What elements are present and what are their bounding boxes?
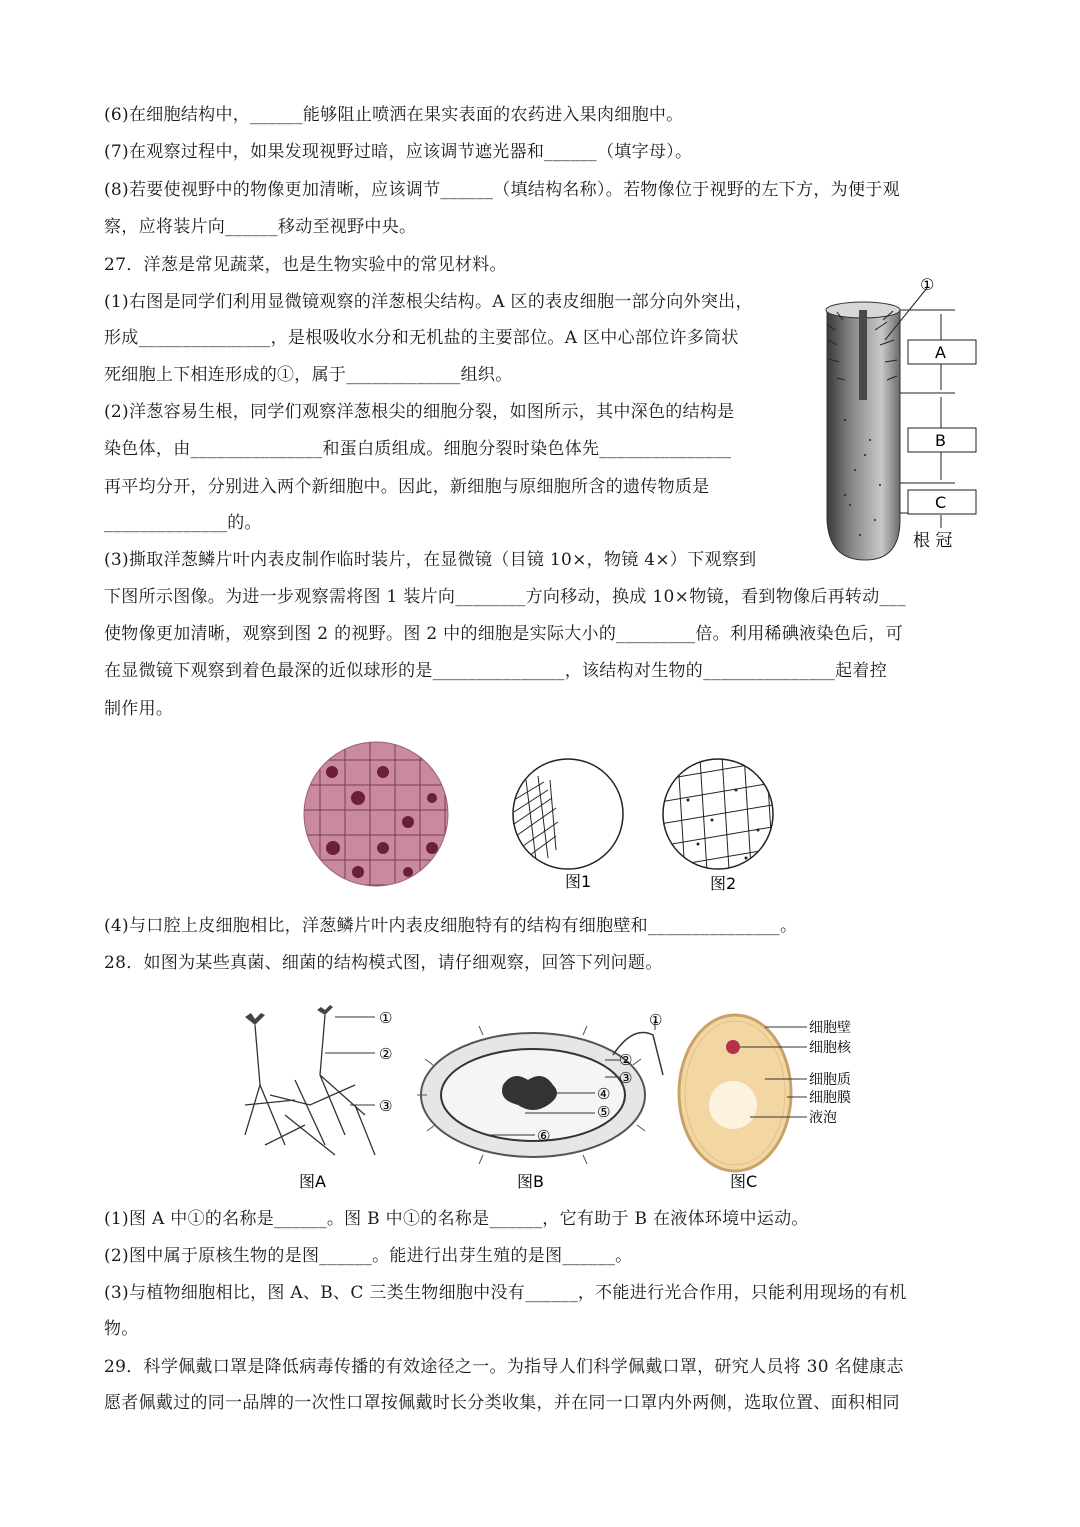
- yeast-cell: [679, 1015, 791, 1171]
- microscope-images-figure: [300, 740, 780, 900]
- question-29-line2: 愿者佩戴过的同一品牌的一次性口罩按佩戴时长分类收集，并在同一口罩内外两侧，选取位置、面积相同: [104, 1393, 900, 1413]
- question-27-2-line4: ______________的。: [104, 513, 262, 533]
- label-1: ①: [920, 275, 935, 294]
- yeast-nucleus: [726, 1040, 740, 1054]
- root-cap-label: 根 冠: [913, 531, 953, 551]
- c-label-membrane: 细胞膜: [809, 1090, 851, 1106]
- caption-fig-b: 图B: [517, 1172, 544, 1191]
- question-27-2-line2: 染色体，由_______________和蛋白质组成。细胞分裂时染色体先_______________: [104, 439, 732, 459]
- question-27-3-line4: 在显微镜下观察到着色最深的近似球形的是_______________，该结构对生物的_______________起着控: [104, 661, 887, 681]
- question-27-2-line1: (2)洋葱容易生根，同学们观察洋葱根尖的细胞分裂，如图所示，其中深色的结构是: [104, 402, 735, 422]
- zone-a-label: A: [935, 343, 946, 362]
- zone-b-label: B: [935, 431, 946, 450]
- question-28-3-line2: 物。: [104, 1319, 139, 1339]
- c-label-nucleus: 细胞核: [809, 1040, 851, 1056]
- question-28-2: (2)图中属于原核生物的是图______。能进行出芽生殖的是图______。: [104, 1246, 633, 1266]
- question-26-8-line1: (8)若要使视野中的物像更加清晰，应该调节______（填结构名称）。若物像位于视野的左下方，为便于观: [104, 180, 900, 200]
- question-27-1-line2: 形成_______________，是根吸收水分和无机盐的主要部位。A 区中心部位许多筒状: [104, 328, 739, 348]
- b-label-2: ②: [619, 1051, 633, 1069]
- question-27-4: (4)与口腔上皮细胞相比，洋葱鳞片叶内表皮细胞特有的结构有细胞壁和_______________。: [104, 916, 798, 936]
- question-29-line1: 29．科学佩戴口罩是降低病毒传播的有效途径之一。为指导人们科学佩戴口罩，研究人员将 30 名健康志: [104, 1357, 904, 1377]
- vessel-core: [859, 310, 867, 400]
- caption-fig2: 图2: [710, 874, 737, 893]
- question-26-6: (6)在细胞结构中，______能够阻止喷洒在果实表面的农药进入果肉细胞中。: [104, 105, 684, 125]
- question-27-3-line1: (3)撕取洋葱鳞片叶内表皮制作临时装片，在显微镜（目镜 10×，物镜 4×）下观察到: [104, 550, 757, 570]
- question-27-2-line3: 再平均分开，分别进入两个新细胞中。因此，新细胞与原细胞所含的遗传物质是: [104, 477, 710, 497]
- c-label-cell-wall: 细胞壁: [809, 1020, 851, 1036]
- question-27-1-line3: 死细胞上下相连形成的①，属于_____________组织。: [104, 365, 513, 385]
- c-label-cytoplasm: 细胞质: [809, 1072, 851, 1088]
- question-27-1-line1: (1)右图是同学们利用显微镜观察的洋葱根尖结构。A 区的表皮细胞一部分向外突出，: [104, 292, 753, 312]
- question-26-8-line2: 察，应将装片向______移动至视野中央。: [104, 217, 417, 237]
- b-label-6: ⑥: [537, 1127, 551, 1145]
- caption-fig-c: 图C: [730, 1172, 758, 1191]
- b-label-1: ①: [649, 1011, 663, 1029]
- b-label-3: ③: [619, 1069, 633, 1087]
- c-label-vacuole: 液泡: [809, 1110, 837, 1126]
- mold-hyphae: [245, 1015, 375, 1155]
- onion-root-tip-figure: [815, 270, 990, 565]
- a-label-3: ③: [379, 1097, 393, 1115]
- caption-fig1: 图1: [565, 872, 592, 891]
- b-label-4: ④: [597, 1085, 611, 1103]
- question-27-3-line5: 制作用。: [104, 699, 174, 719]
- microbe-structure-figure: [225, 1005, 875, 1195]
- question-26-7: (7)在观察过程中，如果发现视野过暗，应该调节遮光器和______（填字母）。: [104, 142, 693, 162]
- zone-c-label: C: [935, 493, 947, 512]
- a-label-2: ②: [379, 1045, 393, 1063]
- question-27-title: 27．洋葱是常见蔬菜，也是生物实验中的常见材料。: [104, 255, 507, 275]
- question-27-3-line3: 使物像更加清晰，观察到图 2 的视野。图 2 中的细胞是实际大小的_________倍。利用稀碘液染色后，可: [104, 624, 903, 644]
- b-label-5: ⑤: [597, 1103, 611, 1121]
- onion-division-photo: [304, 742, 448, 886]
- question-28-3-line1: (3)与植物细胞相比，图 A、B、C 三类生物细胞中没有______，不能进行光合作用，只能利用现场的有机: [104, 1283, 907, 1303]
- caption-fig-a: 图A: [299, 1172, 326, 1191]
- question-28-title: 28．如图为某些真菌、细菌的结构模式图，请仔细观察，回答下列问题。: [104, 953, 663, 973]
- yeast-vacuole: [709, 1081, 757, 1129]
- question-27-3-line2: 下图所示图像。为进一步观察需将图 1 装片向________方向移动，换成 10×物镜，看到物像后再转动___: [104, 587, 906, 607]
- a-label-1: ①: [379, 1009, 393, 1027]
- mold-sporangia: [245, 1005, 333, 1025]
- question-28-1: (1)图 A 中①的名称是______。图 B 中①的名称是______，它有助于 B 在液体环境中运动。: [104, 1209, 809, 1229]
